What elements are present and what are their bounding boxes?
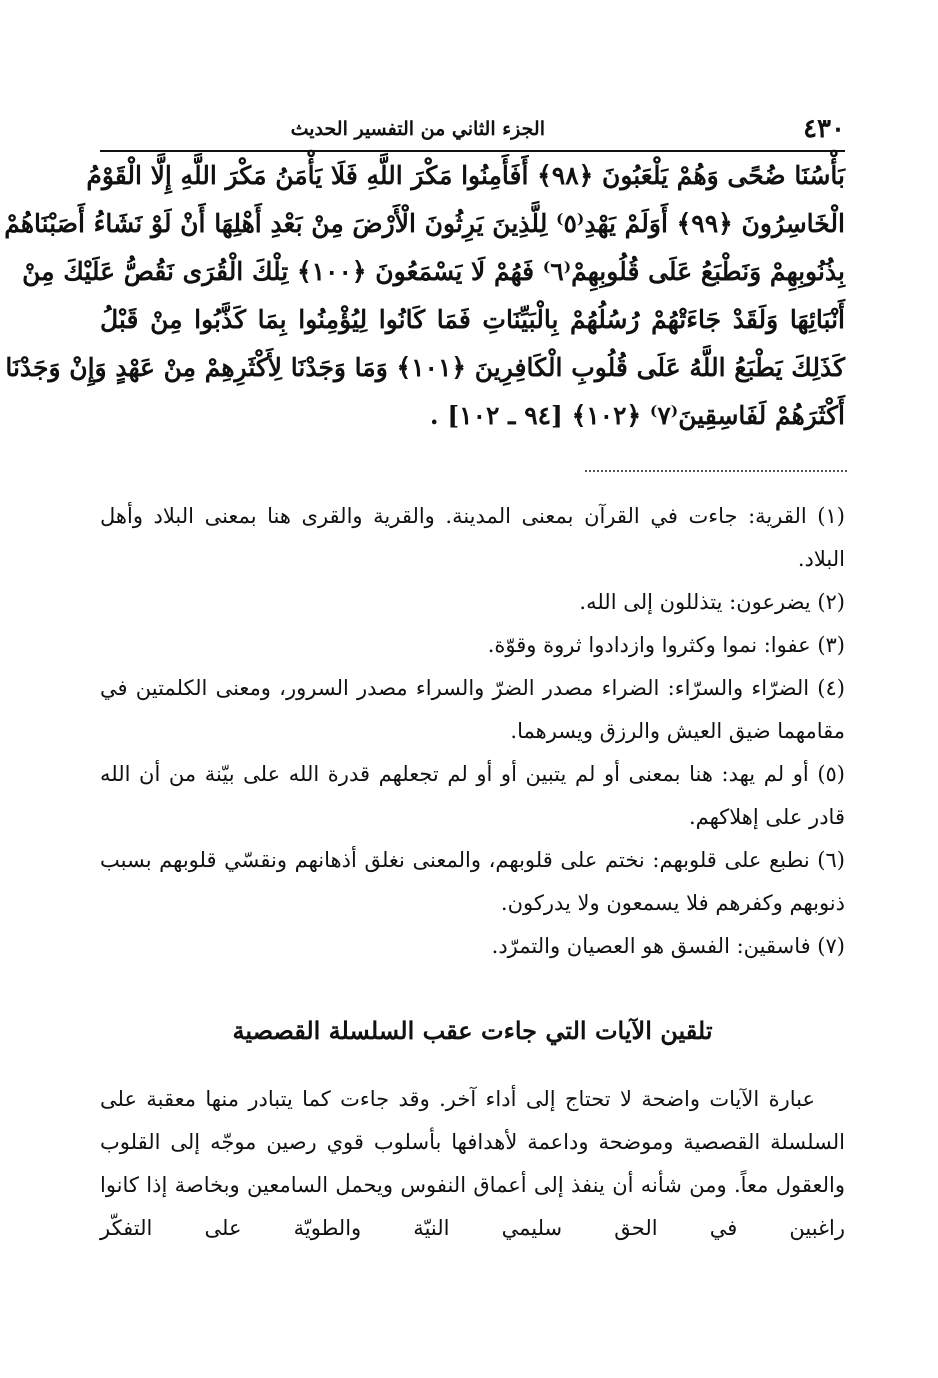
footnote: (٦) نطبع على قلوبهم: نختم على قلوبهم، والمعنى نغلق أذهانهم ونقسّي قلوبهم بسبب ذنوبهم وكفرهم فلا يسمعون ولا يدركون. xyxy=(100,848,845,915)
body-paragraph: عبارة الآيات واضحة لا تحتاج إلى أداء آخر. وقد جاءت كما يتبادر منها معقبة على السلسلة القصصية وموضحة وداعمة لأهدافها بأسلوب قوي رصين موجّه إلى القلوب والعقول معاً. ومن شأنه أن ينفذ إلى أعماق النفوس ويحمل السامعين وبخاصة إذا كانوا راغبين في الحق سليمي النيّة والطويّة على التفكّر xyxy=(100,1087,845,1240)
footnote: (١) القرية: جاءت في القرآن بمعنى المدينة. والقرية والقرى هنا بمعنى البلاد وأهل البلاد. xyxy=(100,504,845,571)
quran-line: بِذُنُوبِهِمْ وَنَطْبَعُ عَلَى قُلُوبِهِمْ⁽٦⁾ فَهُمْ لَا يَسْمَعُونَ ﴿١٠٠﴾ تِلْكَ الْقُرَى نَقُصُّ عَلَيْكَ مِنْ xyxy=(22,257,845,286)
footnote: (٥) أو لم يهد: هنا بمعنى أو لم يتبين أو أو لم تجعلهم قدرة الله على بيّنة من أن الله قادر على إهلاكهم. xyxy=(100,762,845,829)
quran-line: بَأْسُنَا ضُحًى وَهُمْ يَلْعَبُونَ ﴿٩٨﴾ أَفَأَمِنُوا مَكْرَ اللَّهِ فَلَا يَأْمَنُ مَكْرَ اللَّهِ إِلَّا الْقَوْمُ xyxy=(86,161,845,190)
quran-line: كَذَلِكَ يَطْبَعُ اللَّهُ عَلَى قُلُوبِ الْكَافِرِينَ ﴿١٠١﴾ وَمَا وَجَدْنَا لِأَكْثَرِهِمْ مِنْ عَهْدٍ وَإِنْ وَجَدْنَا xyxy=(5,353,845,382)
footnote: (٢) يضرعون: يتذللون إلى الله. xyxy=(579,590,845,614)
footnote: (٧) فاسقين: الفسق هو العصيان والتمرّد. xyxy=(491,934,845,958)
running-title: الجزء الثاني من التفسير الحديث xyxy=(290,118,545,140)
footnote-separator xyxy=(585,470,847,472)
footnote: (٣) عفوا: نموا وكثروا وازدادوا ثروة وقوّة. xyxy=(487,633,845,657)
quran-line: أَنْبَائِهَا وَلَقَدْ جَاءَتْهُمْ رُسُلُهُمْ بِالْبَيِّنَاتِ فَمَا كَانُوا لِيُؤْمِنُوا بِمَا كَذَّبُوا مِنْ قَبْلُ xyxy=(100,305,845,334)
quran-line: الْخَاسِرُونَ ﴿٩٩﴾ أَوَلَمْ يَهْدِ⁽٥⁾ لِلَّذِينَ يَرِثُونَ الْأَرْضَ مِنْ بَعْدِ أَهْلِهَا أَنْ لَوْ نَشَاءُ أَصَبْنَاهُمْ xyxy=(4,209,845,238)
body-text xyxy=(100,1078,845,1250)
section-heading: تلقين الآيات التي جاءت عقب السلسلة القصصية xyxy=(232,1016,713,1045)
footnote: (٤) الضرّاء والسرّاء: الضراء مصدر الضرّ والسراء مصدر السرور، ومعنى الكلمتين في مقامهما ضيق العيش والرزق ويسرهما. xyxy=(100,676,845,743)
page-header xyxy=(100,110,845,152)
page-number: ٤٣٠ xyxy=(803,114,845,144)
footnotes xyxy=(100,495,845,968)
quran-line: أَكْثَرَهُمْ لَفَاسِقِينَ⁽٧⁾ ﴿١٠٢﴾ [٩٤ ـ ١٠٢] . xyxy=(429,401,845,430)
quran-verses xyxy=(4,152,845,440)
